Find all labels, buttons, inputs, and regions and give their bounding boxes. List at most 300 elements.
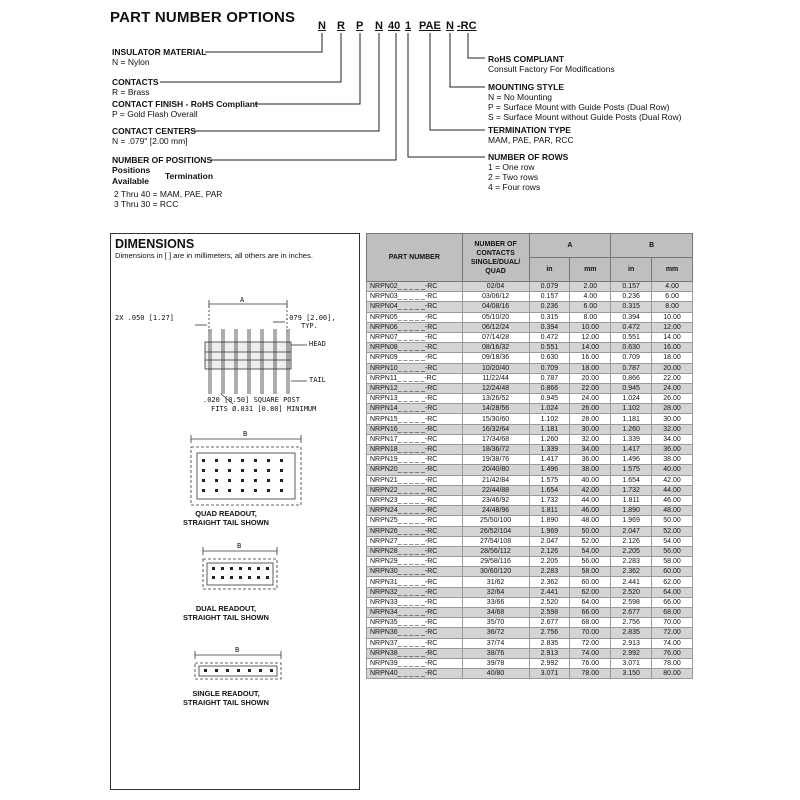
- part-table-body: [367, 282, 693, 679]
- part-number-cell: NRPN38_ _ _ _ _-RC: [367, 648, 463, 658]
- a-in-cell: 0.945: [529, 394, 570, 404]
- dual-caption-line1: DUAL READOUT,: [195, 604, 257, 613]
- a-mm-cell: 6.00: [570, 302, 611, 312]
- contacts-cell: 20/40/80: [462, 465, 529, 475]
- mounting-label: MOUNTING STYLE: [488, 82, 565, 92]
- rows-label: NUMBER OF ROWS: [488, 152, 569, 162]
- b-mm-cell: 76.00: [652, 648, 693, 658]
- b-mm-cell: 70.00: [652, 618, 693, 628]
- insulator-label: INSULATOR MATERIAL: [112, 47, 207, 57]
- part-number-cell: NRPN08_ _ _ _ _-RC: [367, 343, 463, 353]
- quad-readout-drawing: [191, 435, 301, 505]
- a-mm-cell: 46.00: [570, 506, 611, 516]
- part-number-cell: NRPN14_ _ _ _ _-RC: [367, 404, 463, 414]
- rows-line: 4 = Four rows: [488, 182, 541, 192]
- a-in-cell: 2.205: [529, 557, 570, 567]
- table-row: [367, 587, 693, 597]
- b-in-cell: 2.205: [611, 546, 652, 556]
- quad-pins: [202, 459, 283, 492]
- mounting-option: [488, 82, 681, 122]
- b-mm-cell: 28.00: [652, 404, 693, 414]
- a-in-cell: 0.472: [529, 332, 570, 342]
- header-contacts-line: QUAD: [485, 267, 506, 275]
- table-row: [367, 648, 693, 658]
- part-number-table: [366, 233, 693, 679]
- part-number-cell: NRPN11_ _ _ _ _-RC: [367, 373, 463, 383]
- part-number-cell: NRPN39_ _ _ _ _-RC: [367, 658, 463, 668]
- header-contacts-line: SINGLE/DUAL/: [470, 258, 521, 266]
- contacts-cell: 28/56/112: [462, 546, 529, 556]
- part-number-cell: NRPN18_ _ _ _ _-RC: [367, 445, 463, 455]
- a-in-cell: 0.079: [529, 282, 570, 292]
- contacts-cell: 40/80: [462, 669, 529, 679]
- a-in-cell: 2.126: [529, 546, 570, 556]
- contacts-cell: 09/18/36: [462, 353, 529, 363]
- dimensions-title: DIMENSIONS: [115, 237, 195, 251]
- contacts-cell: 15/30/60: [462, 414, 529, 424]
- part-number-cell: NRPN40_ _ _ _ _-RC: [367, 669, 463, 679]
- a-in-cell: 2.756: [529, 628, 570, 638]
- finish-option: [112, 99, 258, 119]
- header-contacts-line: NUMBER OF: [474, 240, 517, 248]
- part-number-cell: NRPN23_ _ _ _ _-RC: [367, 495, 463, 505]
- a-in-cell: 1.811: [529, 506, 570, 516]
- contacts-cell: 08/16/32: [462, 343, 529, 353]
- a-mm-cell: 54.00: [570, 546, 611, 556]
- table-row: [367, 353, 693, 363]
- header-contacts-line: CONTACTS: [476, 249, 515, 257]
- table-row: [367, 434, 693, 444]
- b-mm-cell: 42.00: [652, 475, 693, 485]
- a-mm-cell: 24.00: [570, 394, 611, 404]
- b-mm-cell: 38.00: [652, 455, 693, 465]
- a-in-cell: 0.866: [529, 383, 570, 393]
- part-number-cell: NRPN15_ _ _ _ _-RC: [367, 414, 463, 424]
- contacts-cell: 26/52/104: [462, 526, 529, 536]
- b-mm-cell: 60.00: [652, 567, 693, 577]
- a-mm-cell: 32.00: [570, 434, 611, 444]
- part-number-cell: NRPN09_ _ _ _ _-RC: [367, 353, 463, 363]
- part-number-cell: NRPN13_ _ _ _ _-RC: [367, 394, 463, 404]
- b-in-cell: 0.551: [611, 332, 652, 342]
- table-row: [367, 485, 693, 495]
- rohs-option: [488, 54, 615, 74]
- a-mm-cell: 76.00: [570, 658, 611, 668]
- b-in-cell: 0.945: [611, 383, 652, 393]
- b-in-cell: 2.126: [611, 536, 652, 546]
- b-mm-cell: 64.00: [652, 587, 693, 597]
- dual-pins: [212, 567, 269, 579]
- b-in-cell: 0.472: [611, 322, 652, 332]
- contacts-cell: 22/44/88: [462, 485, 529, 495]
- b-in-cell: 1.181: [611, 414, 652, 424]
- part-number-cell: NRPN31_ _ _ _ _-RC: [367, 577, 463, 587]
- a-in-cell: 1.417: [529, 455, 570, 465]
- a-in-cell: 1.102: [529, 414, 570, 424]
- contacts-cell: 06/12/24: [462, 322, 529, 332]
- table-row: [367, 373, 693, 383]
- post-fit-label: FITS Ø.031 [0.80] MINIMUM: [211, 405, 317, 413]
- b-in-cell: 2.677: [611, 608, 652, 618]
- a-mm-cell: 48.00: [570, 516, 611, 526]
- b-mm-cell: 58.00: [652, 557, 693, 567]
- header-a-in: in: [529, 258, 570, 282]
- table-row: [367, 404, 693, 414]
- part-number-cell: NRPN29_ _ _ _ _-RC: [367, 557, 463, 567]
- b-mm-cell: 46.00: [652, 495, 693, 505]
- part-number-cell: NRPN02_ _ _ _ _-RC: [367, 282, 463, 292]
- a-in-cell: 0.236: [529, 302, 570, 312]
- rows-line: 2 = Two rows: [488, 172, 539, 182]
- a-mm-cell: 34.00: [570, 445, 611, 455]
- a-mm-cell: 72.00: [570, 638, 611, 648]
- finish-label: CONTACT FINISH - RoHS Compliant: [112, 99, 258, 109]
- single-caption-line1: SINGLE READOUT,: [192, 689, 260, 698]
- part-number-cell: NRPN37_ _ _ _ _-RC: [367, 638, 463, 648]
- header-a: A: [529, 234, 611, 258]
- part-number-cell: NRPN24_ _ _ _ _-RC: [367, 506, 463, 516]
- a-in-cell: 0.787: [529, 373, 570, 383]
- dim-pitch2-label: .079 [2.00],: [285, 314, 336, 322]
- contacts-cell: 29/58/116: [462, 557, 529, 567]
- b-in-cell: 2.598: [611, 597, 652, 607]
- part-number-cell: NRPN10_ _ _ _ _-RC: [367, 363, 463, 373]
- contacts-cell: 23/46/92: [462, 495, 529, 505]
- code-termination: PAE: [419, 20, 441, 32]
- b-in-cell: 3.150: [611, 669, 652, 679]
- positions-col1b: Available: [112, 176, 150, 186]
- table-row: [367, 282, 693, 292]
- a-in-cell: 0.315: [529, 312, 570, 322]
- b-mm-cell: 56.00: [652, 546, 693, 556]
- table-row: [367, 465, 693, 475]
- part-number-cell: NRPN28_ _ _ _ _-RC: [367, 546, 463, 556]
- contacts-cell: 14/28/56: [462, 404, 529, 414]
- a-in-cell: 0.630: [529, 353, 570, 363]
- table-row: [367, 618, 693, 628]
- b-in-cell: 1.102: [611, 404, 652, 414]
- b-in-cell: 2.047: [611, 526, 652, 536]
- code-rows: 1: [405, 20, 412, 32]
- b-mm-cell: 68.00: [652, 608, 693, 618]
- dim-b-quad-label: B: [243, 430, 248, 438]
- b-mm-cell: 8.00: [652, 302, 693, 312]
- b-in-cell: 1.496: [611, 455, 652, 465]
- code-finish: P: [356, 20, 364, 32]
- rows-line: 1 = One row: [488, 162, 535, 172]
- b-in-cell: 1.417: [611, 445, 652, 455]
- a-mm-cell: 38.00: [570, 465, 611, 475]
- part-number-cell: NRPN22_ _ _ _ _-RC: [367, 485, 463, 495]
- contacts-cell: 37/74: [462, 638, 529, 648]
- a-in-cell: 1.260: [529, 434, 570, 444]
- b-mm-cell: 52.00: [652, 526, 693, 536]
- dual-caption: [101, 604, 351, 622]
- code-contacts: R: [337, 20, 345, 32]
- a-mm-cell: 14.00: [570, 343, 611, 353]
- b-mm-cell: 4.00: [652, 282, 693, 292]
- contacts-cell: 05/10/20: [462, 312, 529, 322]
- table-row: [367, 414, 693, 424]
- part-number-cell: NRPN25_ _ _ _ _-RC: [367, 516, 463, 526]
- b-in-cell: 3.071: [611, 658, 652, 668]
- a-mm-cell: 4.00: [570, 292, 611, 302]
- quad-caption-line2: STRAIGHT TAIL SHOWN: [183, 518, 269, 527]
- a-in-cell: 0.394: [529, 322, 570, 332]
- b-in-cell: 2.441: [611, 577, 652, 587]
- a-mm-cell: 52.00: [570, 536, 611, 546]
- table-row: [367, 669, 693, 679]
- a-in-cell: 1.496: [529, 465, 570, 475]
- part-number-cell: NRPN06_ _ _ _ _-RC: [367, 322, 463, 332]
- contacts-cell: 02/04: [462, 282, 529, 292]
- a-in-cell: 1.024: [529, 404, 570, 414]
- header-contacts: [462, 234, 529, 282]
- code-rohs: -RC: [457, 20, 477, 32]
- b-mm-cell: 14.00: [652, 332, 693, 342]
- a-mm-cell: 12.00: [570, 332, 611, 342]
- part-number-cell: NRPN07_ _ _ _ _-RC: [367, 332, 463, 342]
- code-insulator: N: [318, 20, 326, 32]
- table-row: [367, 383, 693, 393]
- a-in-cell: 2.362: [529, 577, 570, 587]
- table-row: [367, 363, 693, 373]
- b-in-cell: 2.283: [611, 557, 652, 567]
- dual-caption-line2: STRAIGHT TAIL SHOWN: [183, 613, 269, 622]
- contacts-cell: 31/62: [462, 577, 529, 587]
- centers-value: N = .079" [2.00 mm]: [112, 136, 188, 146]
- contacts-cell: 04/08/16: [462, 302, 529, 312]
- contacts-cell: 17/34/68: [462, 434, 529, 444]
- b-mm-cell: 54.00: [652, 536, 693, 546]
- b-mm-cell: 10.00: [652, 312, 693, 322]
- table-row: [367, 343, 693, 353]
- post-label: .020 [0.50] SQUARE POST: [203, 396, 300, 404]
- a-mm-cell: 62.00: [570, 587, 611, 597]
- a-in-cell: 1.969: [529, 526, 570, 536]
- table-row: [367, 424, 693, 434]
- positions-option: [112, 155, 212, 165]
- b-mm-cell: 74.00: [652, 638, 693, 648]
- positions-col2: Termination: [165, 171, 214, 181]
- contacts-cell: 07/14/28: [462, 332, 529, 342]
- part-number-cell: NRPN27_ _ _ _ _-RC: [367, 536, 463, 546]
- part-number-cell: NRPN21_ _ _ _ _-RC: [367, 475, 463, 485]
- b-in-cell: 2.362: [611, 567, 652, 577]
- b-in-cell: 1.732: [611, 485, 652, 495]
- table-row: [367, 536, 693, 546]
- a-in-cell: 2.441: [529, 587, 570, 597]
- b-mm-cell: 22.00: [652, 373, 693, 383]
- dimensions-subtitle: Dimensions in [ ] are in millimeters, all others are in inches.: [115, 251, 313, 260]
- mounting-line: P = Surface Mount with Guide Posts (Dual Row): [488, 102, 670, 112]
- a-in-cell: 1.339: [529, 445, 570, 455]
- termination-label: TERMINATION TYPE: [488, 125, 571, 135]
- positions-line2: 3 Thru 30 = RCC: [114, 199, 179, 209]
- b-mm-cell: 34.00: [652, 434, 693, 444]
- table-row: [367, 292, 693, 302]
- termination-value: MAM, PAE, PAR, RCC: [488, 135, 574, 145]
- b-in-cell: 1.575: [611, 465, 652, 475]
- a-mm-cell: 10.00: [570, 322, 611, 332]
- part-number-cell: NRPN34_ _ _ _ _-RC: [367, 608, 463, 618]
- b-in-cell: 0.630: [611, 343, 652, 353]
- a-in-cell: 2.992: [529, 658, 570, 668]
- dim-typ-label: TYP.: [301, 322, 318, 330]
- positions-label: NUMBER OF POSITIONS: [112, 155, 213, 165]
- part-number-cell: NRPN12_ _ _ _ _-RC: [367, 383, 463, 393]
- part-number-cell: NRPN20_ _ _ _ _-RC: [367, 465, 463, 475]
- a-in-cell: 1.732: [529, 495, 570, 505]
- a-mm-cell: 74.00: [570, 648, 611, 658]
- b-in-cell: 0.866: [611, 373, 652, 383]
- single-readout-drawing: [195, 651, 281, 679]
- termination-option: [488, 125, 574, 145]
- a-in-cell: 1.890: [529, 516, 570, 526]
- quad-caption-line1: QUAD READOUT,: [195, 509, 257, 518]
- table-row: [367, 394, 693, 404]
- a-mm-cell: 56.00: [570, 557, 611, 567]
- a-mm-cell: 18.00: [570, 363, 611, 373]
- b-mm-cell: 24.00: [652, 383, 693, 393]
- a-mm-cell: 42.00: [570, 485, 611, 495]
- dimensions-panel: [110, 233, 360, 790]
- a-mm-cell: 50.00: [570, 526, 611, 536]
- a-mm-cell: 60.00: [570, 577, 611, 587]
- contacts-option: [112, 77, 159, 97]
- a-mm-cell: 16.00: [570, 353, 611, 363]
- a-in-cell: 2.835: [529, 638, 570, 648]
- a-in-cell: 1.654: [529, 485, 570, 495]
- table-row: [367, 506, 693, 516]
- contacts-cell: 38/76: [462, 648, 529, 658]
- table-row: [367, 658, 693, 668]
- table-row: [367, 455, 693, 465]
- dim-b-dual-label: B: [237, 542, 242, 550]
- a-in-cell: 0.709: [529, 363, 570, 373]
- a-mm-cell: 66.00: [570, 608, 611, 618]
- contacts-cell: 21/42/84: [462, 475, 529, 485]
- code-centers: N: [375, 20, 383, 32]
- b-in-cell: 2.520: [611, 587, 652, 597]
- table-row: [367, 475, 693, 485]
- mounting-line: S = Surface Mount without Guide Posts (Dual Row): [488, 112, 682, 122]
- table-row: [367, 516, 693, 526]
- mounting-line: N = No Mounting: [488, 92, 553, 102]
- table-row: [367, 445, 693, 455]
- a-mm-cell: 40.00: [570, 475, 611, 485]
- contacts-cell: 12/24/48: [462, 383, 529, 393]
- table-row: [367, 628, 693, 638]
- b-in-cell: 0.315: [611, 302, 652, 312]
- b-mm-cell: 48.00: [652, 506, 693, 516]
- contacts-cell: 33/66: [462, 597, 529, 607]
- b-mm-cell: 62.00: [652, 577, 693, 587]
- part-number-cell: NRPN36_ _ _ _ _-RC: [367, 628, 463, 638]
- a-mm-cell: 70.00: [570, 628, 611, 638]
- a-in-cell: 2.520: [529, 597, 570, 607]
- b-in-cell: 0.709: [611, 353, 652, 363]
- b-mm-cell: 44.00: [652, 485, 693, 495]
- b-mm-cell: 78.00: [652, 658, 693, 668]
- table-row: [367, 526, 693, 536]
- contacts-cell: 24/48/96: [462, 506, 529, 516]
- table-row: [367, 638, 693, 648]
- rohs-value: Consult Factory For Modifications: [488, 64, 615, 74]
- contacts-cell: 36/72: [462, 628, 529, 638]
- a-mm-cell: 22.00: [570, 383, 611, 393]
- b-mm-cell: 20.00: [652, 363, 693, 373]
- table-row: [367, 495, 693, 505]
- contacts-cell: 35/70: [462, 618, 529, 628]
- b-in-cell: 2.913: [611, 638, 652, 648]
- a-in-cell: 2.283: [529, 567, 570, 577]
- a-mm-cell: 78.00: [570, 669, 611, 679]
- centers-label: CONTACT CENTERS: [112, 126, 196, 136]
- part-number-cell: NRPN35_ _ _ _ _-RC: [367, 618, 463, 628]
- a-mm-cell: 58.00: [570, 567, 611, 577]
- header-b: B: [611, 234, 693, 258]
- header-b-in: in: [611, 258, 652, 282]
- contacts-cell: 16/32/64: [462, 424, 529, 434]
- b-in-cell: 1.260: [611, 424, 652, 434]
- dim-a-label: A: [240, 296, 245, 304]
- part-number-cell: NRPN17_ _ _ _ _-RC: [367, 434, 463, 444]
- header-part-number: PART NUMBER: [367, 234, 463, 282]
- b-mm-cell: 18.00: [652, 353, 693, 363]
- insulator-value: N = Nylon: [112, 57, 150, 67]
- contacts-label: CONTACTS: [112, 77, 159, 87]
- b-in-cell: 0.394: [611, 312, 652, 322]
- rohs-label: RoHS COMPLIANT: [488, 54, 565, 64]
- b-mm-cell: 50.00: [652, 516, 693, 526]
- b-mm-cell: 26.00: [652, 394, 693, 404]
- table-row: [367, 597, 693, 607]
- code-positions: 40: [388, 20, 401, 32]
- contacts-cell: 13/26/52: [462, 394, 529, 404]
- a-in-cell: 2.677: [529, 618, 570, 628]
- positions-line1: 2 Thru 40 = MAM, PAE, PAR: [114, 189, 223, 199]
- contacts-cell: 10/20/40: [462, 363, 529, 373]
- positions-col1: Positions: [112, 165, 151, 175]
- b-in-cell: 1.890: [611, 506, 652, 516]
- a-mm-cell: 20.00: [570, 373, 611, 383]
- code-mounting: N: [446, 20, 454, 32]
- table-row: [367, 557, 693, 567]
- part-number-cell: NRPN16_ _ _ _ _-RC: [367, 424, 463, 434]
- b-mm-cell: 36.00: [652, 445, 693, 455]
- contacts-cell: 34/68: [462, 608, 529, 618]
- a-in-cell: 0.551: [529, 343, 570, 353]
- part-number-cell: NRPN05_ _ _ _ _-RC: [367, 312, 463, 322]
- single-caption-line2: STRAIGHT TAIL SHOWN: [183, 698, 269, 707]
- dim-pitch-label: 2X .050 [1.27]: [115, 314, 175, 322]
- header-a-mm: mm: [570, 258, 611, 282]
- contacts-cell: 32/64: [462, 587, 529, 597]
- contacts-cell: 11/22/44: [462, 373, 529, 383]
- b-mm-cell: 32.00: [652, 424, 693, 434]
- insulator-option: [112, 47, 206, 67]
- table-row: [367, 608, 693, 618]
- b-in-cell: 2.756: [611, 618, 652, 628]
- b-mm-cell: 66.00: [652, 597, 693, 607]
- b-in-cell: 0.787: [611, 363, 652, 373]
- b-in-cell: 1.654: [611, 475, 652, 485]
- a-mm-cell: 68.00: [570, 618, 611, 628]
- a-in-cell: 3.071: [529, 669, 570, 679]
- single-pins: [204, 669, 273, 672]
- a-in-cell: 1.575: [529, 475, 570, 485]
